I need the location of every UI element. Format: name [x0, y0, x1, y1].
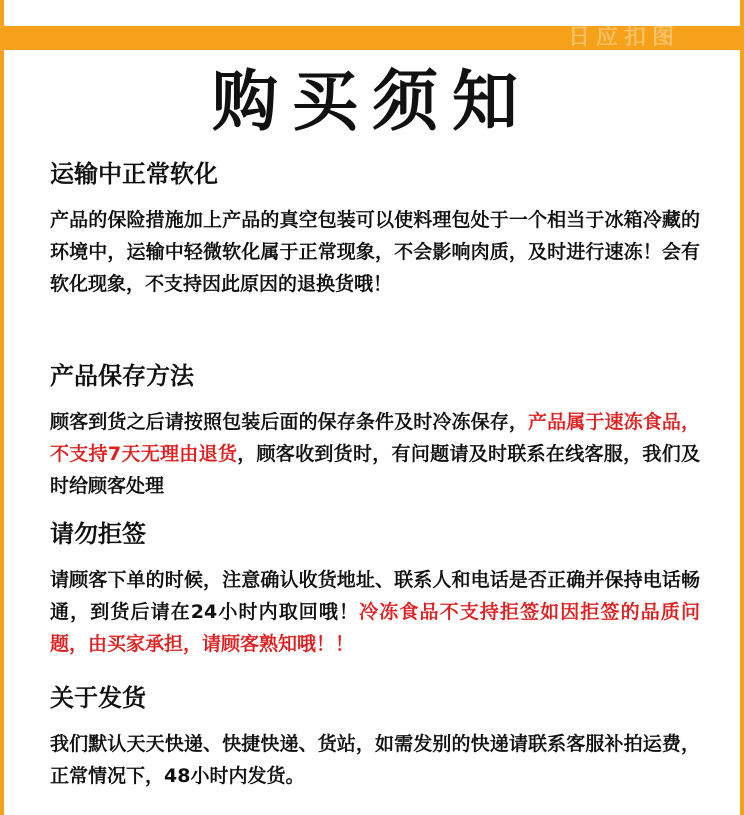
- body-text: ，顾客收到货时，有问题请及时联系在线客服，我们及时给顾客处理: [50, 443, 700, 497]
- body-text: 请顾客下单的时候，注意确认收货地址、联系人和电话是否正确并保持电话畅通，到货后请在24小时内取回哦！: [50, 569, 700, 623]
- section-no-refusal: [50, 518, 700, 660]
- section-body: 我们默认天天快递、快捷快递、货站，如需发别的快递请联系客服补拍运费，正常情况下，48小时内发货。: [50, 733, 700, 787]
- section-body: [50, 406, 700, 502]
- body-highlight: 冷冻食品不支持拒签如因拒签的品质问题，由买家承担，请顾客熟知哦！！: [50, 601, 700, 655]
- top-banner: [4, 26, 740, 50]
- section-transport-softening: [50, 158, 700, 300]
- body-highlight: 产品属于速冻食品，不支持7天无理由退货: [50, 411, 700, 465]
- section-shipping: [50, 682, 700, 792]
- section-body: [50, 564, 700, 660]
- body-text: 顾客到货之后请按照包装后面的保存条件及时冷冻保存，: [50, 411, 529, 433]
- section-heading: 请勿拒签: [50, 520, 146, 548]
- watermark-text: 日应扣图: [567, 25, 680, 50]
- section-heading: 运输中正常软化: [50, 160, 218, 188]
- section-storage-method: [50, 360, 700, 502]
- section-heading: 产品保存方法: [50, 362, 194, 390]
- section-body: 产品的保险措施加上产品的真空包装可以使料理包处于一个相当于冰箱冷藏的环境中，运输中轻微软化属于正常现象，不会影响肉质，及时进行速冻！会有软化现象，不支持因此原因的退换货哦！: [50, 209, 700, 295]
- page-title: 购买须知: [212, 63, 532, 140]
- section-heading: 关于发货: [50, 684, 146, 712]
